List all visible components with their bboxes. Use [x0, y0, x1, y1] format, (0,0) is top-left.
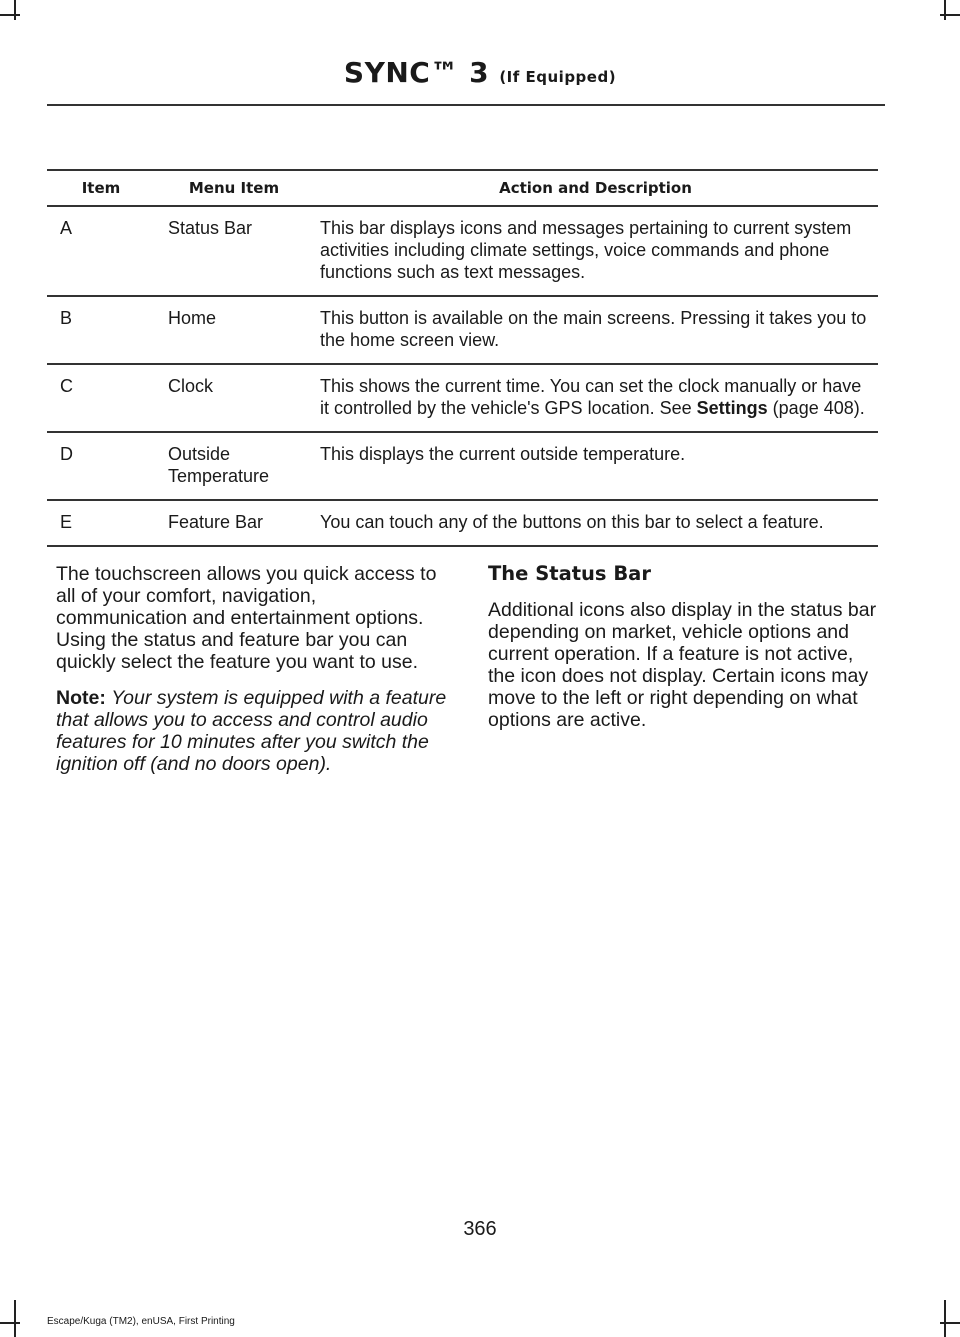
crop-mark	[14, 1300, 16, 1337]
item-cell: B	[47, 296, 155, 364]
menu-item-cell: Home	[155, 296, 313, 364]
table-row	[47, 364, 878, 432]
description-text: This shows the current time. You can set the clock manually or have it controlled by the vehicle's GPS location. See	[320, 376, 862, 418]
page-number: 366	[463, 1218, 497, 1240]
description-cell: This bar displays icons and messages pertaining to current system activities including climate settings, voice commands and phone functions such as text messages.	[313, 206, 878, 296]
note-text: Your system is equipped with a feature that allows you to access and control audio features for 10 minutes after you switch the ignition off (and no doors open).	[56, 687, 447, 775]
crop-mark	[0, 14, 20, 16]
description-cell: You can touch any of the buttons on this bar to select a feature.	[313, 500, 878, 546]
header-subtitle: (If Equipped)	[499, 68, 617, 86]
page-header	[0, 56, 960, 89]
table-row	[47, 206, 878, 296]
description-cell: This displays the current outside temperature.	[313, 432, 878, 500]
item-cell: E	[47, 500, 155, 546]
footer-text: Escape/Kuga (TM2), enUSA, First Printing	[47, 1316, 235, 1327]
page-reference: (page 408).	[767, 398, 865, 418]
menu-items-table	[47, 169, 878, 547]
menu-item-cell: Status Bar	[155, 206, 313, 296]
description-cell	[313, 364, 878, 432]
crop-mark	[944, 1300, 946, 1337]
crop-mark	[940, 1322, 960, 1324]
menu-item-cell: Clock	[155, 364, 313, 432]
crop-mark	[944, 0, 946, 20]
right-column	[488, 563, 880, 745]
table-header-row	[47, 170, 878, 206]
description-cell: This button is available on the main screens. Pressing it takes you to the home screen view.	[313, 296, 878, 364]
table-row	[47, 432, 878, 500]
crop-mark	[0, 1322, 20, 1324]
crop-mark	[940, 14, 960, 16]
note-paragraph	[56, 687, 448, 775]
item-cell: C	[47, 364, 155, 432]
left-column	[56, 563, 448, 789]
status-bar-paragraph: Additional icons also display in the status bar depending on market, vehicle options and current operation. If a feature is not active, the icon does not display. Certain icons may move to the left or right depending on what options are active.	[488, 599, 877, 731]
settings-link[interactable]: Settings	[696, 398, 768, 418]
column-header-menu-item: Menu Item	[155, 170, 313, 206]
item-cell: A	[47, 206, 155, 296]
table-row	[47, 500, 878, 546]
column-header-action: Action and Description	[313, 170, 878, 206]
table-row	[47, 296, 878, 364]
column-header-item: Item	[47, 170, 155, 206]
crop-mark	[14, 0, 16, 20]
status-bar-heading: The Status Bar	[488, 562, 651, 585]
intro-paragraph: The touchscreen allows you quick access to all of your comfort, navigation, communication and entertainment options. Using the status and feature bar you can quickly select the feature you want to use.	[56, 563, 437, 673]
item-cell: D	[47, 432, 155, 500]
menu-item-cell: Feature Bar	[155, 500, 313, 546]
header-title: SYNC™ 3	[343, 56, 490, 89]
note-label: Note:	[56, 687, 106, 709]
header-divider	[47, 104, 885, 106]
menu-item-cell: Outside Temperature	[155, 432, 313, 500]
